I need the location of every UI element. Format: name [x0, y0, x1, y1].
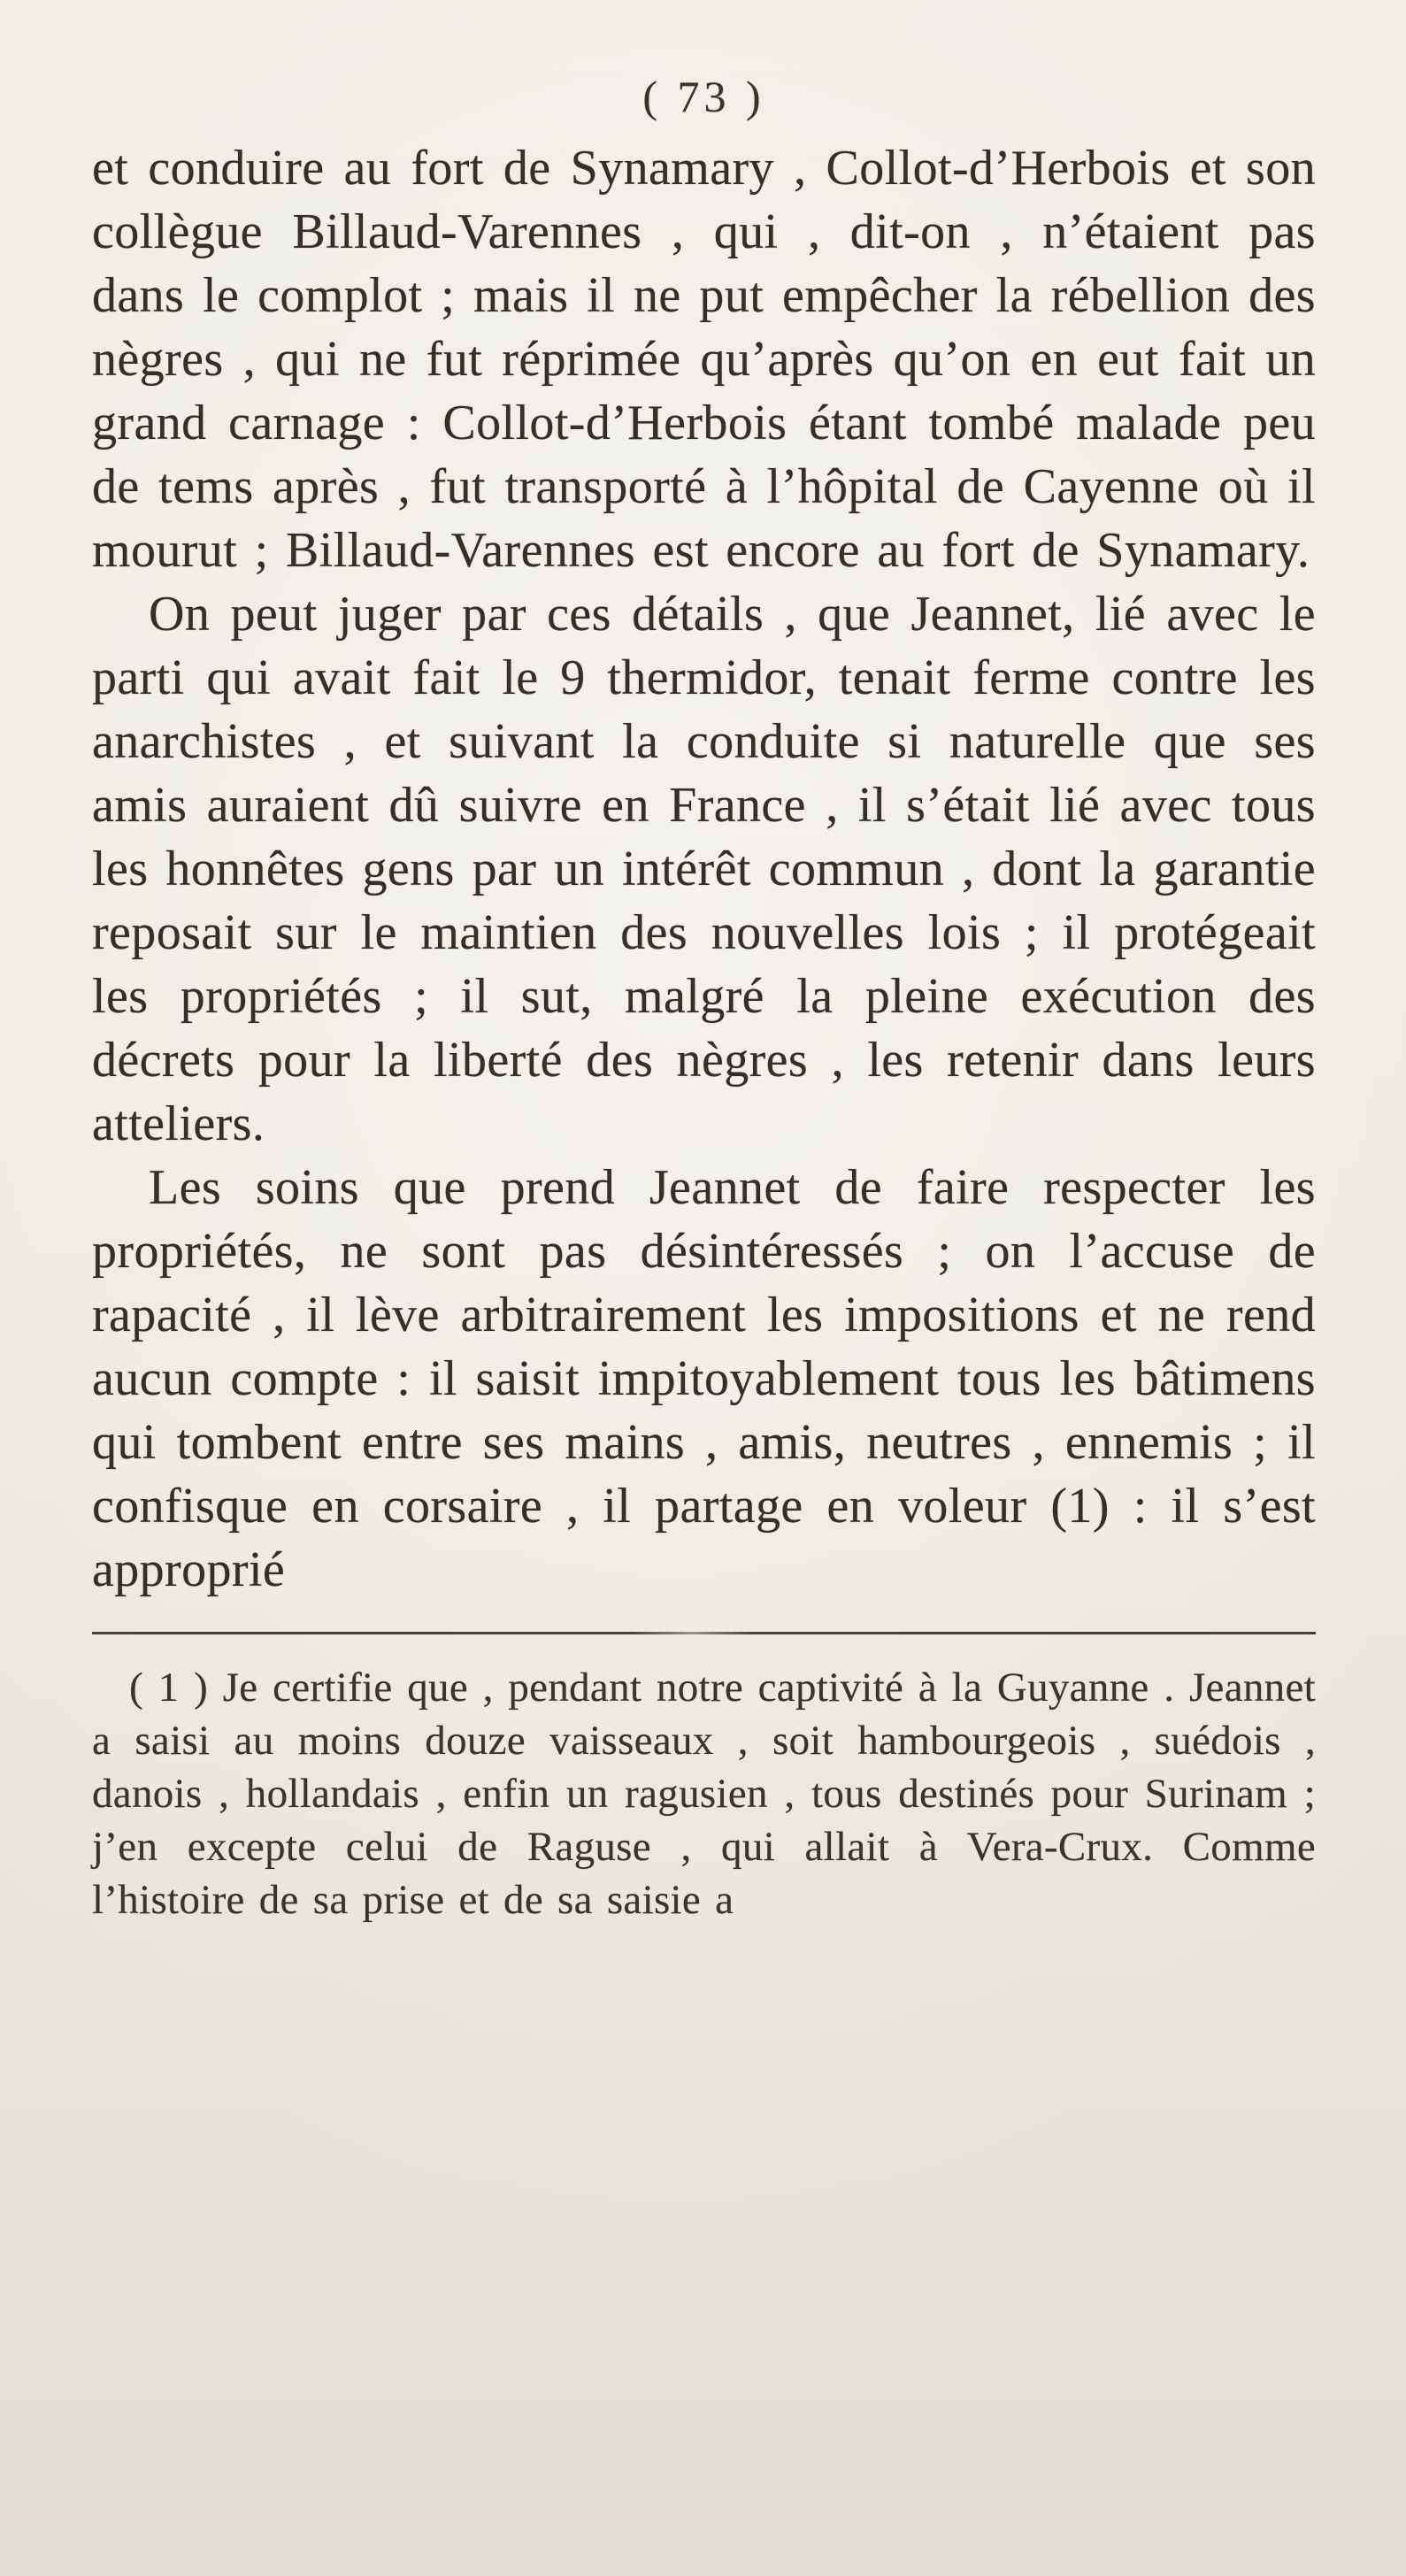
- body-text: [92, 136, 1316, 1602]
- paragraph: Les soins que prend Jeannet de faire respecter les propriétés, ne sont pas désintéressés ; on l’accuse de rapacité , il lève arbitrairement les impositions et ne rend aucun compte : il saisit impitoyablement tous les bâtimens qui tombent entre ses mains , amis, neutres , ennemis ; il confisque en corsaire , il partage en voleur (1) : il s’est approprié: [92, 1160, 1316, 1597]
- footnote-divider: [92, 1632, 1316, 1634]
- footnote: ( 1 ) Je certifie que , pendant notre captivité à la Guyanne . Jeannet a saisi au moins douze vaisseaux , soit hambourgeois , suédois , danois , hollandais , enfin un ragusien , tous destinés pour Surinam ; j’en excepte celui de Raguse , qui allait à Vera-Crux. Comme l’histoire de sa prise et de sa saisie a: [92, 1665, 1316, 1923]
- paragraph: On peut juger par ces détails , que Jeannet, lié avec le parti qui avait fait le 9 thermidor, tenait ferme contre les anarchistes , et suivant la conduite si naturelle que ses amis auraient dû suivre en France , il s’était lié avec tous les honnêtes gens par un intérêt commun , dont la garantie reposait sur le maintien des nouvelles lois ; il protégeait les propriétés ; il sut, malgré la pleine exécution des décrets pour la liberté des nègres , les retenir dans leurs atteliers.: [92, 587, 1316, 1151]
- paragraph-continuation: et conduire au fort de Synamary , Collot-d’Herbois et son collègue Billaud-Varennes , qui , dit-on , n’étaient pas dans le complot ; mais il ne put empêcher la rébellion des nègres , qui ne fut réprimée qu’après qu’on en eut fait un grand carnage : Collot-d’Herbois étant tombé malade peu de tems après , fut transporté à l’hôpital de Cayenne où il mourut ; Billaud-Varennes est encore au fort de Synamary.: [92, 141, 1316, 578]
- page-number: ( 73 ): [642, 72, 765, 121]
